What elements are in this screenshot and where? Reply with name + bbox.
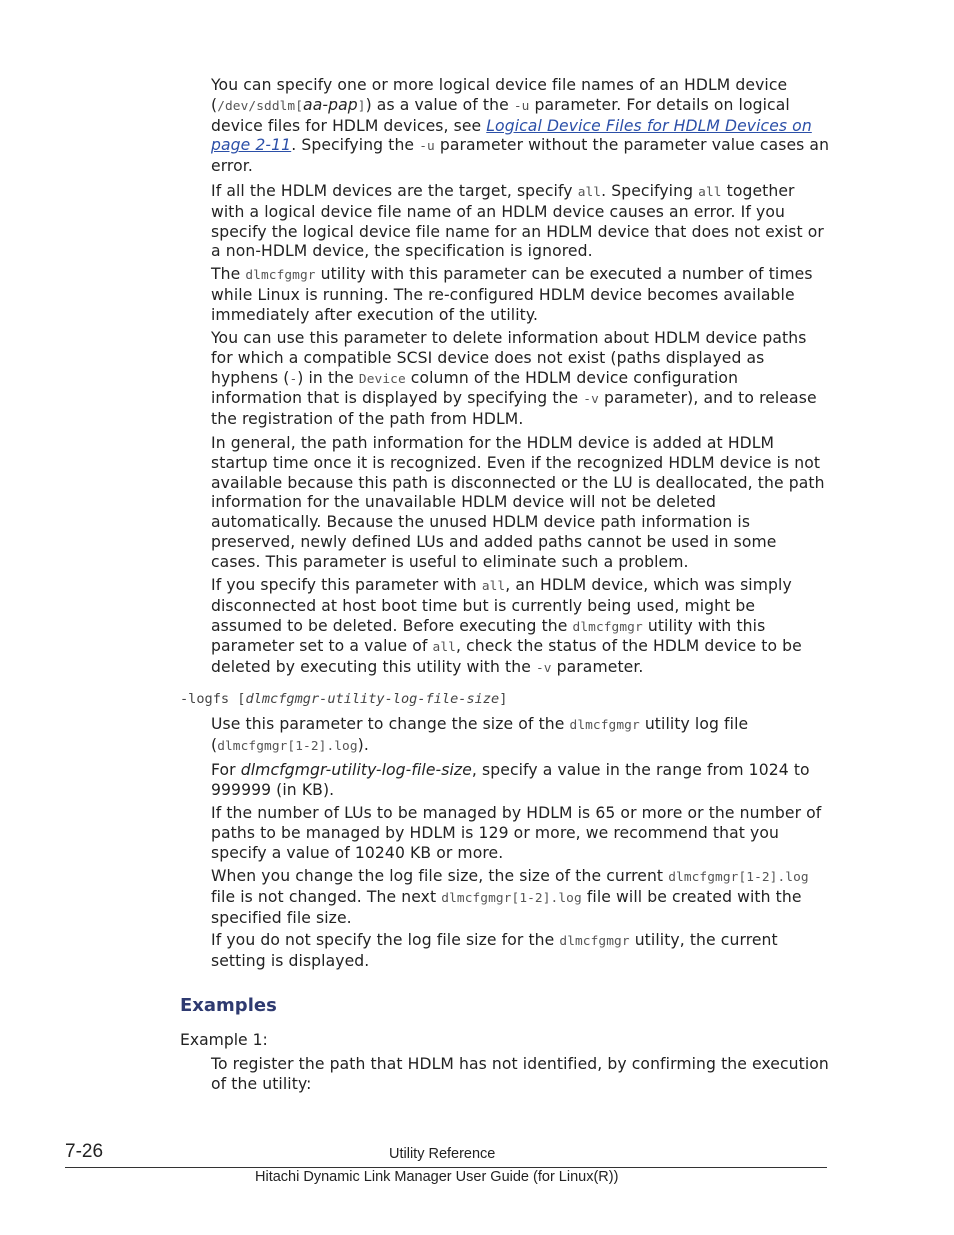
code-utility-name: dlmcfgmgr xyxy=(245,268,316,283)
code-hyphen: - xyxy=(289,371,298,387)
paragraph-all-warning xyxy=(211,576,831,679)
code-all: all xyxy=(481,579,506,594)
text: For xyxy=(211,761,241,779)
code-utility-name: dlmcfgmgr xyxy=(569,718,640,733)
text: , an HDLM device, which was simply disconnected at host boot time but is currently being used, might be assumed to be deleted. Before executing the xyxy=(211,576,792,635)
option-argument: dlmcfgmgr-utility-log-file-size xyxy=(245,691,500,707)
italic-placeholder: dlmcfgmgr-utility-log-file-size xyxy=(240,761,472,779)
paragraph-execution-times xyxy=(211,265,831,325)
code-v-option: -v xyxy=(535,661,552,677)
code-bracket: ] xyxy=(357,98,366,114)
text: . Specifying the xyxy=(291,136,420,155)
option-prefix: -logfs [ xyxy=(180,691,246,707)
paragraph-delete-paths xyxy=(211,329,831,430)
code-log-file: dlmcfgmgr[1-2].log xyxy=(217,738,358,754)
paragraph-logfs-purpose xyxy=(211,715,831,757)
text: parameter), and to release the registration of the path from HDLM. xyxy=(211,389,817,429)
code-u-option: -u xyxy=(513,98,530,114)
text: You can specify one or more logical device file names of an HDLM device ( xyxy=(211,76,788,114)
paragraph-logfs-range xyxy=(211,761,831,801)
cross-reference-link[interactable]: Logical Device Files for HDLM Devices on page 2-11 xyxy=(211,116,812,155)
code-utility-name: dlmcfgmgr xyxy=(559,934,630,949)
code-all: all xyxy=(698,185,722,200)
italic-placeholder: aa-pap xyxy=(303,95,358,114)
text: parameter. For details on logical device files for HDLM devices, see xyxy=(211,95,790,135)
code-all: all xyxy=(432,640,456,656)
page-number: 7-26 xyxy=(65,1141,104,1162)
code-u-option: -u xyxy=(419,139,435,155)
text: When you change the log file size, the size of the current xyxy=(211,867,669,885)
option-suffix: ] xyxy=(499,691,508,707)
text: You can use this parameter to delete information about HDLM device paths for which a compatible SCSI device does not exist (paths displayed as hyphens ( xyxy=(211,329,807,387)
paragraph-all-target xyxy=(211,182,831,262)
paragraph-logfs-default xyxy=(211,931,831,972)
code-device-column: Device xyxy=(358,371,406,387)
text: If the number of LUs to be managed by HDLM is 65 or more or the number of paths to be managed by HDLM is 129 or more, we recommend that you specify a value of 10240 KB or more. xyxy=(211,804,822,862)
footer-book-title: Hitachi Dynamic Link Manager User Guide (for Linux(R)) xyxy=(255,1169,619,1185)
code-v-option: -v xyxy=(583,392,599,408)
text: together with a logical device file name of an HDLM device causes an error. If you specify the logical device file name for an HDLM device that does not exist or a non-HDLM device, the specification is ignored. xyxy=(211,182,824,261)
text: column of the HDLM device configuration information that is displayed by specifying the xyxy=(211,368,739,408)
paragraph-path-information xyxy=(211,434,831,573)
text: Use this parameter to change the size of the xyxy=(211,715,570,733)
text: utility, the current setting is displayed. xyxy=(211,931,778,970)
text: If you specify this parameter with xyxy=(211,576,482,594)
text: utility with this parameter set to a value of xyxy=(211,616,766,656)
text: If all the HDLM devices are the target, specify xyxy=(211,182,578,200)
text: , specify a value in the range from 1024 to 999999 (in KB). xyxy=(211,761,810,799)
text: file is not changed. The next xyxy=(211,887,442,906)
code-log-file: dlmcfgmgr[1-2].log xyxy=(441,890,582,906)
text: ) as a value of the xyxy=(365,95,514,114)
code-all: all xyxy=(577,185,602,200)
text: If you do not specify the log file size for the xyxy=(211,931,560,949)
text: ). xyxy=(357,735,369,754)
paragraph-logfs-change xyxy=(211,867,831,928)
text: utility with this parameter can be executed a number of times while Linux is running. The re-configured HDLM device becomes available immediately after execution of the utility. xyxy=(211,265,813,324)
paragraph-u-parameter xyxy=(211,76,831,177)
footer-divider xyxy=(65,1167,827,1168)
code-log-file: dlmcfgmgr[1-2].log xyxy=(668,870,809,885)
example-description: To register the path that HDLM has not identified, by confirming the execution of the utility: xyxy=(211,1055,829,1093)
paragraph-logfs-recommend xyxy=(211,804,831,863)
example-label: Example 1: xyxy=(180,1031,268,1049)
text: file will be created with the specified file size. xyxy=(211,887,802,927)
text: parameter without the parameter value cases an error. xyxy=(211,136,830,176)
code-utility-name: dlmcfgmgr xyxy=(572,619,643,635)
logfs-option-syntax xyxy=(180,691,507,707)
examples-heading: Examples xyxy=(180,995,277,1016)
text: utility log file ( xyxy=(211,715,749,754)
code-device-path: /dev/sddlm[ xyxy=(217,98,304,114)
text: ) in the xyxy=(297,368,359,387)
text: The xyxy=(211,265,246,283)
footer-section-title: Utility Reference xyxy=(389,1146,496,1162)
text: , check the status of the HDLM device to be deleted by executing this utility with the xyxy=(211,637,802,677)
text: parameter. xyxy=(551,658,644,677)
text: In general, the path information for the HDLM device is added at HDLM startup time once it is recognized. Even if the recognized HDLM device is not available because this path is disconnected or the LU is deallocated, the path information for the unavailable HDLM device will not be deleted automatically. Because the unused HDLM device path information is preserved, newly defined LUs and added paths cannot be used in some cases. This parameter is useful to eliminate such a problem. xyxy=(211,434,825,571)
text: . Specifying xyxy=(601,182,699,200)
